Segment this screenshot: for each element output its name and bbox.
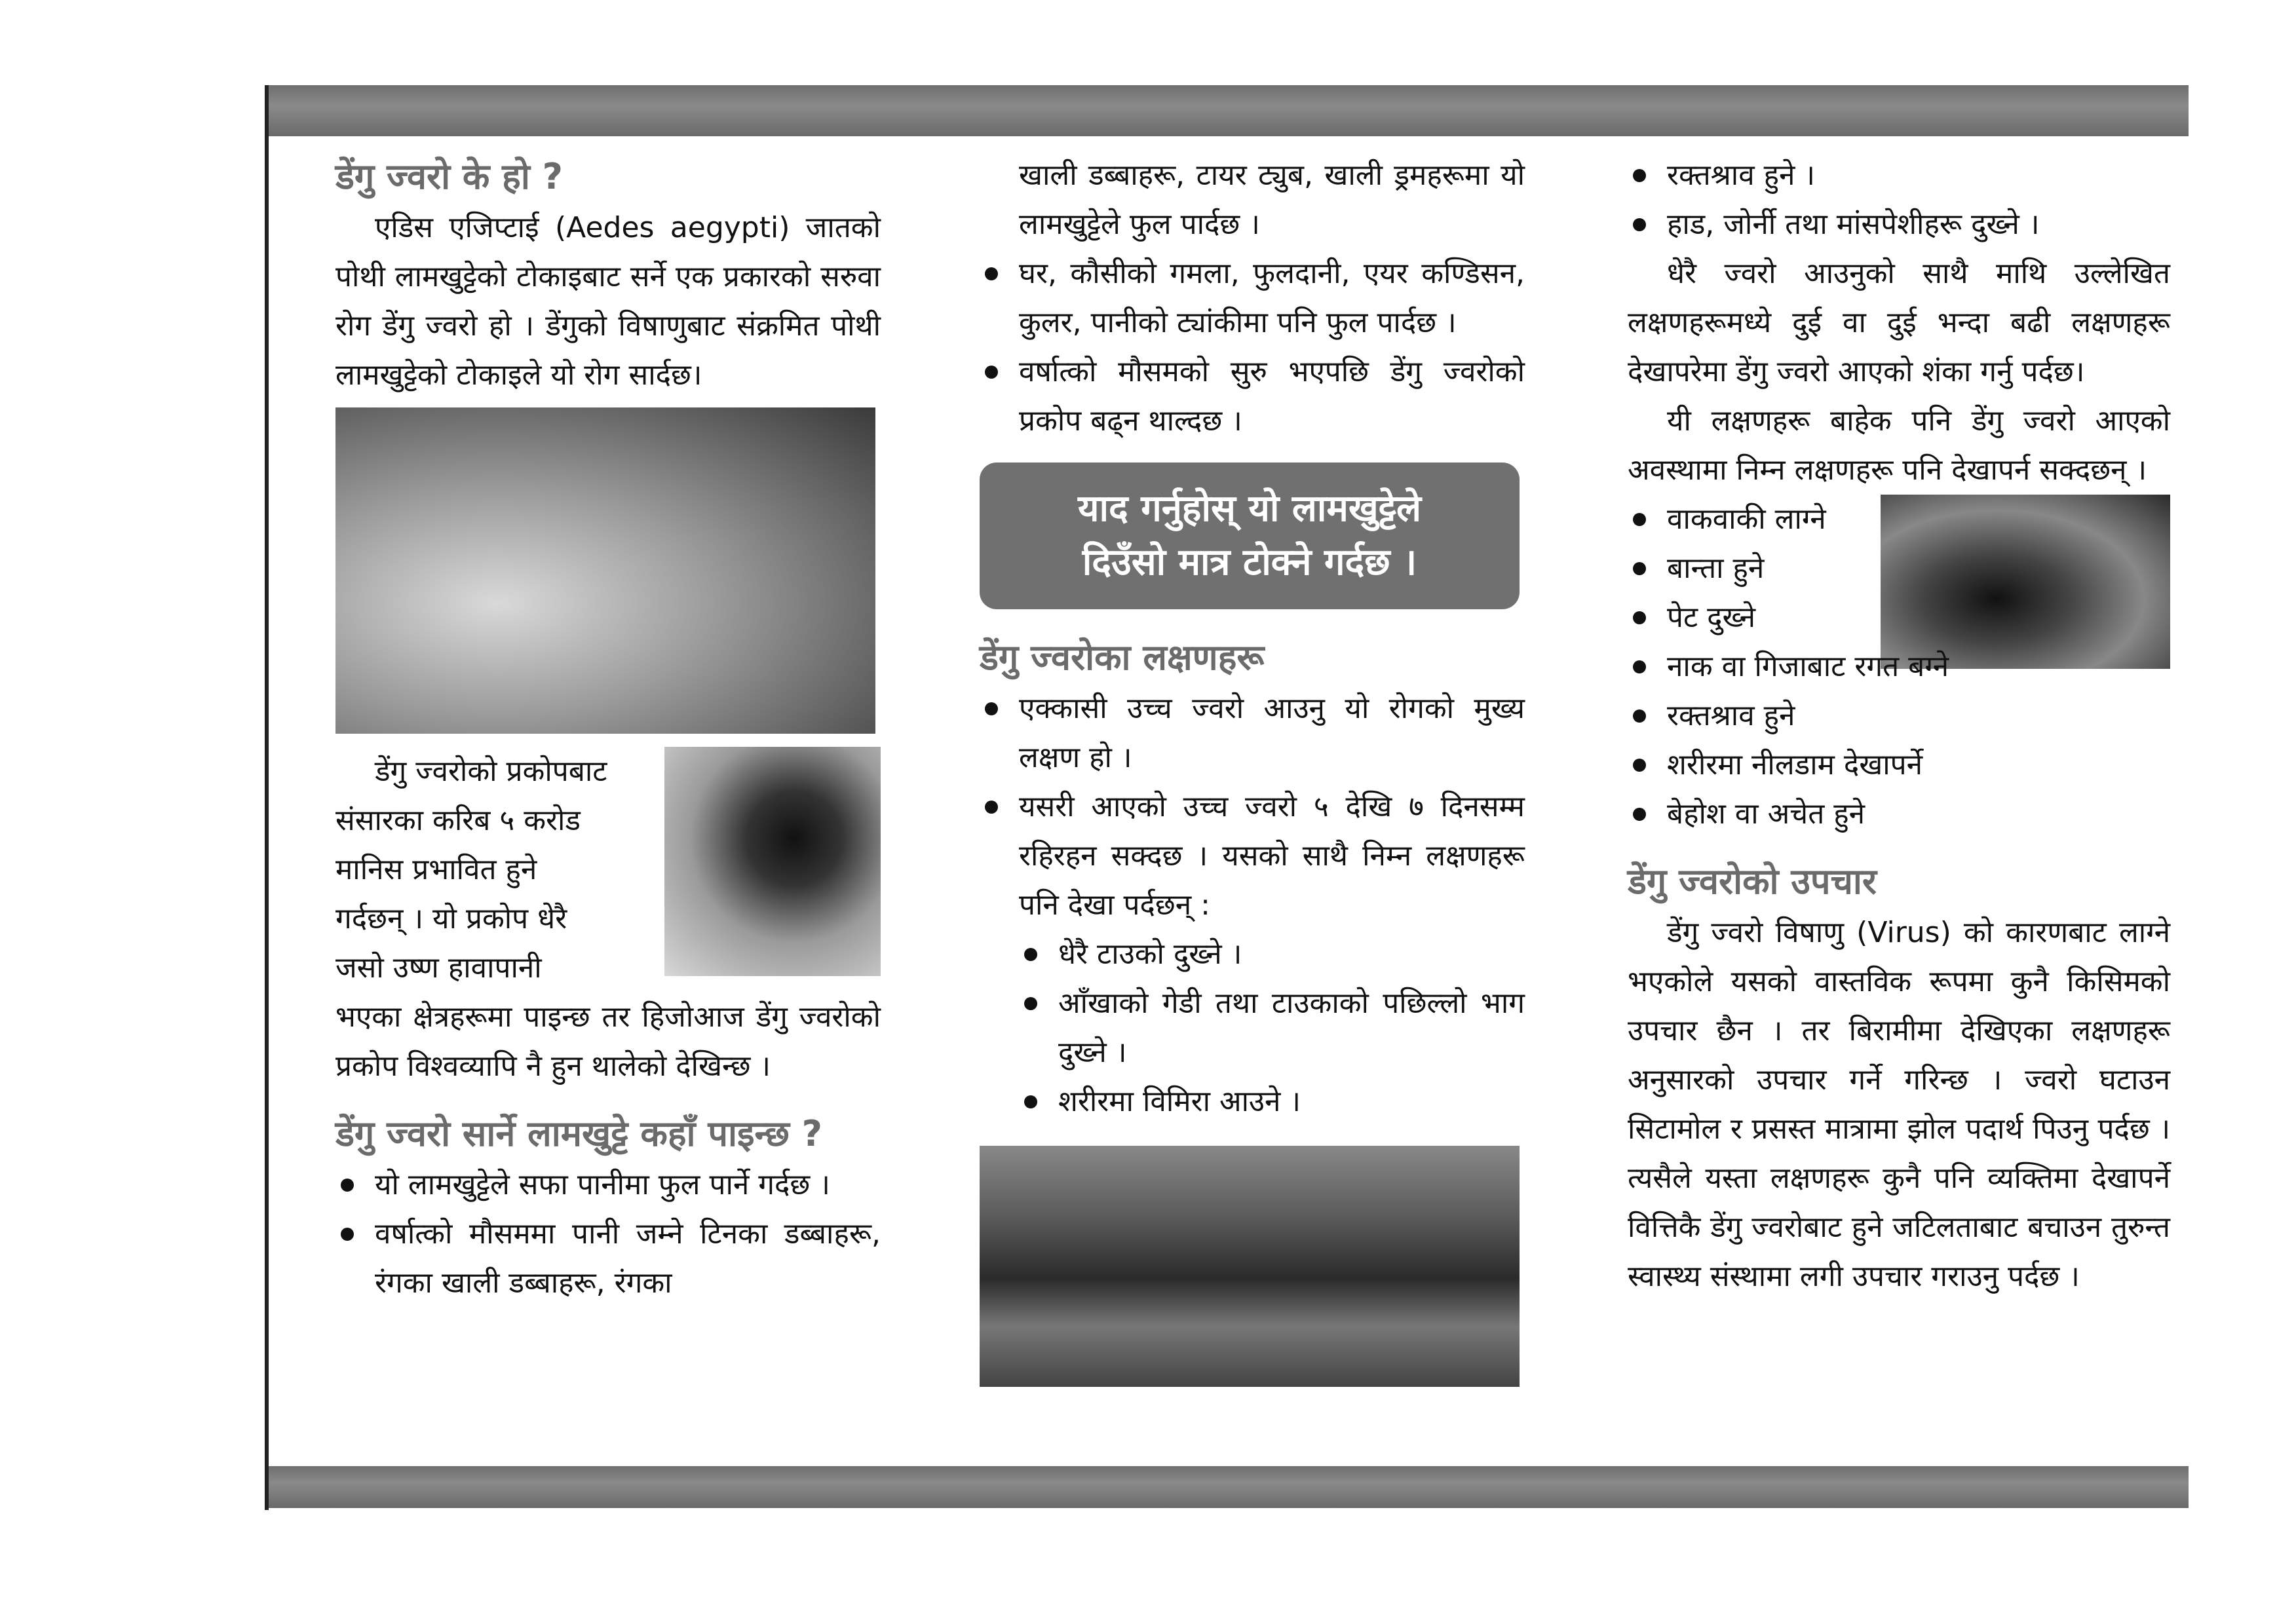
list-item: नाक वा गिजाबाट रगत बग्ने — [1628, 642, 2170, 691]
wrapped-line-2: मानिस प्रभावित हुने — [335, 853, 537, 886]
symptoms-list — [980, 684, 1525, 930]
skin-bite-photo — [664, 747, 881, 976]
more-symptoms-block — [1628, 495, 2170, 839]
list-item: शरीरमा विमिरा आउने । — [980, 1077, 1525, 1126]
list-item: वाकवाकी लाग्ने — [1628, 495, 2170, 544]
callout-line-1: याद गर्नुहोस् यो लामखुट्टेले — [1077, 487, 1422, 530]
paragraph-other-symptoms: यी लक्षणहरू बाहेक पनि डेंगु ज्वरो आएको अवस्थामा निम्न लक्षणहरू पनि देखापर्न सक्दछन् । — [1628, 404, 2170, 487]
wrapped-line-0: डेंगु ज्वरोको प्रकोपबाट — [375, 755, 607, 788]
paragraph-suspicion: धेरै ज्वरो आउनुको साथै माथि उल्लेखित लक्षणहरूमध्ये दुई वा दुई भन्दा बढी लक्षणहरू देखापरेमा डेंगु ज्वरो आएको शंका गर्नु पर्दछ। — [1628, 257, 2170, 388]
list-continuation: खाली डब्बाहरू, टायर ट्युब, खाली ड्रमहरूमा यो लामखुट्टेले फुल पार्दछ । — [1019, 159, 1525, 241]
reminder-callout — [980, 463, 1520, 609]
column-3 — [1628, 151, 2170, 1301]
column-2 — [980, 151, 1525, 1387]
list-item: रक्तश्राव हुने — [1628, 691, 2170, 740]
heading-what-is-dengue: डेंगु ज्वरो के हो ? — [335, 156, 563, 197]
list-item: वर्षात्को मौसममा पानी जम्ने टिनका डब्बाहरू, रंगका खाली डब्बाहरू, रंगका — [335, 1209, 881, 1308]
paragraph-definition: एडिस एजिप्टाई (Aedes aegypti) जातको पोथी लामखुट्टेको टोकाइबाट सर्ने एक प्रकारको सरुवा रोग डेंगु ज्वरो हो । डेंगुको विषाणुबाट संक्रमित पोथी लामखुट्टेको टोकाइले यो रोग सार्दछ। — [335, 211, 881, 392]
list-item: शरीरमा नीलडाम देखापर्ने — [1628, 740, 2170, 789]
list-item: वर्षात्को मौसमको सुरु भएपछि डेंगु ज्वरोको प्रकोप बढ्न थाल्दछ । — [980, 347, 1525, 445]
affected-people-block — [335, 747, 881, 1091]
eyes-photo — [980, 1146, 1520, 1387]
top-band — [269, 85, 2189, 136]
list-item: पेट दुख्ने — [1628, 593, 2170, 642]
wrapped-lines — [335, 747, 643, 992]
heading-symptoms: डेंगु ज्वरोका लक्षणहरू — [980, 637, 1265, 678]
top-symptoms-list — [1628, 151, 2170, 249]
list-item: हाड, जोर्नी तथा मांसपेशीहरू दुख्ने । — [1628, 200, 2170, 249]
bottom-band — [269, 1466, 2189, 1508]
paragraph-spread: भएका क्षेत्रहरूमा पाइन्छ तर हिजोआज डेंगु ज्वरोको प्रकोप विश्वव्यापि नै हुन थालेको देखिन्छ । — [335, 1000, 881, 1083]
list-item: रक्तश्राव हुने । — [1628, 151, 2170, 200]
wrapped-line-1: संसारका करिब ५ करोड — [335, 804, 581, 837]
list-item: आँखाको गेडी तथा टाउकाको पछिल्लो भाग दुख्ने । — [980, 979, 1525, 1077]
list-item: घर, कौसीको गमला, फुलदानी, एयर कण्डिसन, कुलर, पानीको ट्यांकीमा पनि फुल पार्दछ । — [980, 249, 1525, 347]
list-item: यसरी आएको उच्च ज्वरो ५ देखि ७ दिनसम्म रहिरहन सक्दछ । यसको साथै निम्न लक्षणहरू पनि देखा पर्दछन् : — [980, 782, 1525, 930]
list-item: बेहोश वा अचेत हुने — [1628, 789, 2170, 839]
paragraph-treatment: डेंगु ज्वरो विषाणु (Virus) को कारणबाट लाग्ने भएकोले यसको वास्तविक रूपमा कुनै किसिमको उपचार छैन । तर बिरामीमा देखिएका लक्षणहरू अनुसारको उपचार गर्ने गरिन्छ । ज्वरो घटाउन सिटामोल र प्रसस्त मात्रामा झोल पदार्थ पिउनु पर्दछ । त्यसैले यस्ता लक्षणहरू कुनै पनि व्यक्तिमा देखापर्ने वित्तिकै डेंगु ज्वरोबाट हुने जटिलताबाट बचाउन तुरुन्त स्वास्थ्य संस्थामा लगी उपचार गराउनु पर्दछ । — [1628, 916, 2170, 1293]
heading-treatment: डेंगु ज्वरोको उपचार — [1628, 861, 1877, 902]
breeding-list — [980, 249, 1525, 445]
sub-symptoms-list — [980, 930, 1525, 1126]
where-found-list — [335, 1160, 881, 1308]
wrapped-line-4: जसो उष्ण हावापानी — [335, 951, 542, 985]
list-item: बान्ता हुने — [1628, 544, 2170, 593]
heading-where-found: डेंगु ज्वरो सार्ने लामखुट्टे कहाँ पाइन्छ ? — [335, 1113, 822, 1154]
more-symptoms-list — [1628, 495, 2170, 839]
callout-line-2: दिउँसो मात्र टोक्ने गर्दछ । — [1082, 541, 1417, 584]
wrapped-line-3: गर्दछन् । यो प्रकोप धेरै — [335, 902, 567, 935]
list-item: यो लामखुट्टेले सफा पानीमा फुल पार्ने गर्दछ । — [335, 1160, 881, 1209]
list-item: एक्कासी उच्च ज्वरो आउनु यो रोगको मुख्य लक्षण हो । — [980, 684, 1525, 782]
mosquito-photo — [335, 407, 875, 734]
column-1 — [335, 151, 881, 1308]
left-edge-rule — [265, 85, 269, 1510]
list-item: धेरै टाउको दुख्ने । — [980, 930, 1525, 979]
